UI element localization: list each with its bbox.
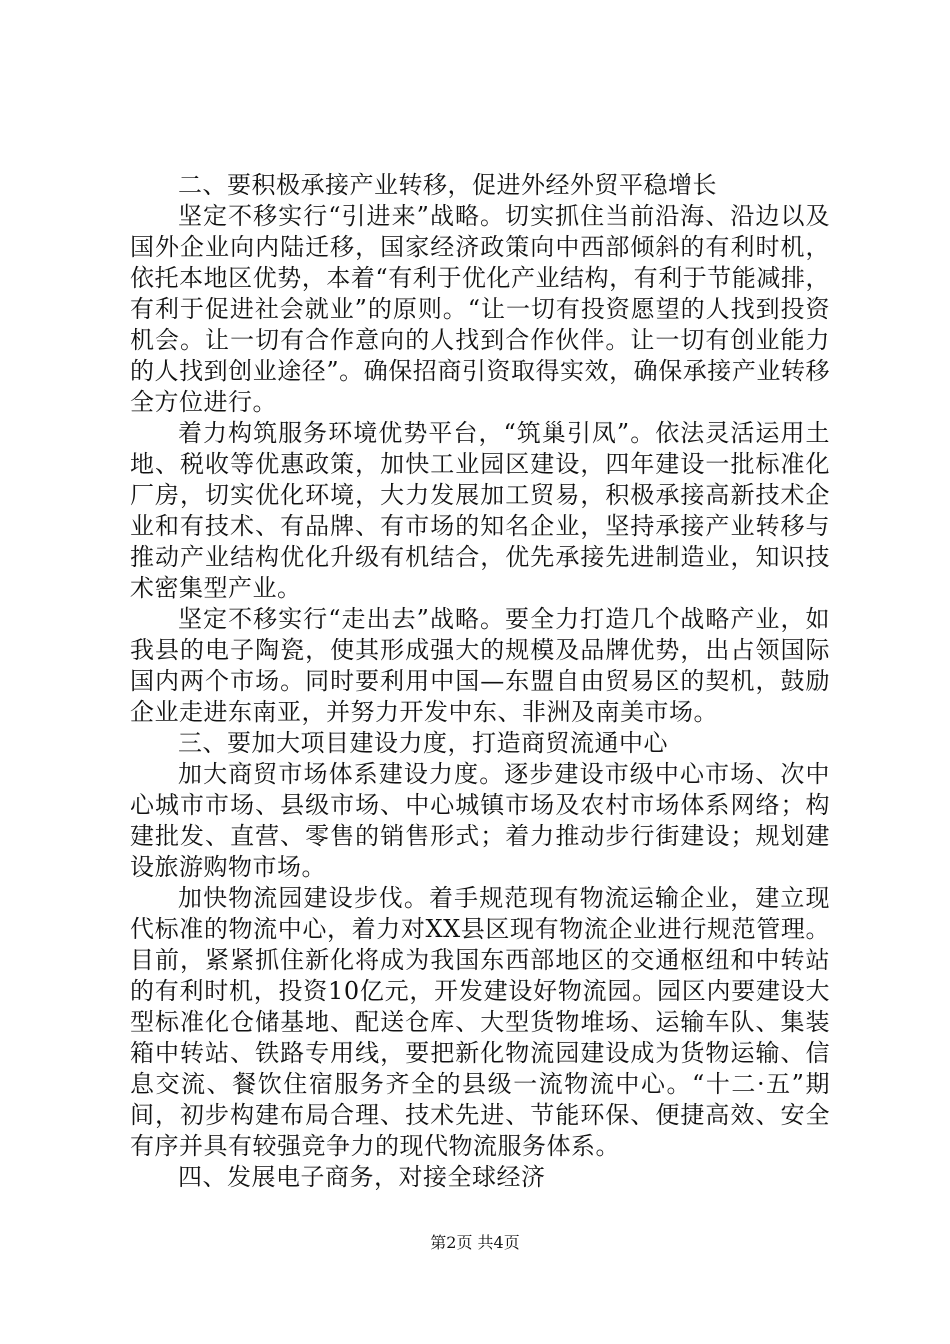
page-number: 第2页 共4页 [430,1233,520,1252]
paragraph: 坚定不移实行“引进来”战略。切实抓住当前沿海、沿边以及国外企业向内陆迁移，国家经济政策向中西部倾斜的有利时机，依托本地区优势，本着“有利于优化产业结构，有利于节能减排，有利于促进社会就业”的原则。“让一切有投资愿望的人找到投资机会。让一切有合作意向的人找到合作伙伴。让一切有创业能力的人找到创业途径”。确保招商引资取得实效，确保承接产业转移全方位进行。 [130,202,830,416]
section-heading-3: 三、要加大项目建设力度，打造商贸流通中心 [178,729,668,757]
paragraph: 着力构筑服务环境优势平台，“筑巢引凤”。依法灵活运用土地、税收等优惠政策，加快工业园区建设，四年建设一批标准化厂房，切实优化环境，大力发展加工贸易，积极承接高新技术企业和有技术、有品牌、有市场的知名企业，坚持承接产业转移与推动产业结构优化升级有机结合，优先承接先进制造业，知识技术密集型产业。 [130,419,830,602]
section-heading-2: 二、要积极承接产业转移，促进外经外贸平稳增长 [178,171,717,199]
paragraph: 坚定不移实行“走出去”战略。要全力打造几个战略产业，如我县的电子陶瓷，使其形成强大的规模及品牌优势，出占领国际国内两个市场。同时要利用中国—东盟自由贸易区的契机，鼓励企业走进东南亚，并努力开发中东、非洲及南美市场。 [130,605,830,726]
section-heading-4: 四、发展电子商务，对接全球经济 [178,1163,546,1191]
paragraph: 加大商贸市场体系建设力度。逐步建设市级中心市场、次中心城市市场、县级市场、中心城镇市场及农村市场体系网络；构建批发、直营、零售的销售形式；着力推动步行街建设；规划建设旅游购物市场。 [130,760,830,881]
document-body [130,170,830,1193]
paragraph: 加快物流园建设步伐。着手规范现有物流运输企业，建立现代标准的物流中心，着力对XX县区现有物流企业进行规范管理。目前，紧紧抓住新化将成为我国东西部地区的交通枢纽和中转站的有利时机，投资10亿元，开发建设好物流园。园区内要建设大型标准化仓储基地、配送仓库、大型货物堆场、运输车队、集装箱中转站、铁路专用线，要把新化物流园建设成为货物运输、信息交流、餐饮住宿服务齐全的县级一流物流中心。“十二·五”期间，初步构建布局合理、技术先进、节能环保、便捷高效、安全有序并具有较强竞争力的现代物流服务体系。 [130,884,830,1160]
